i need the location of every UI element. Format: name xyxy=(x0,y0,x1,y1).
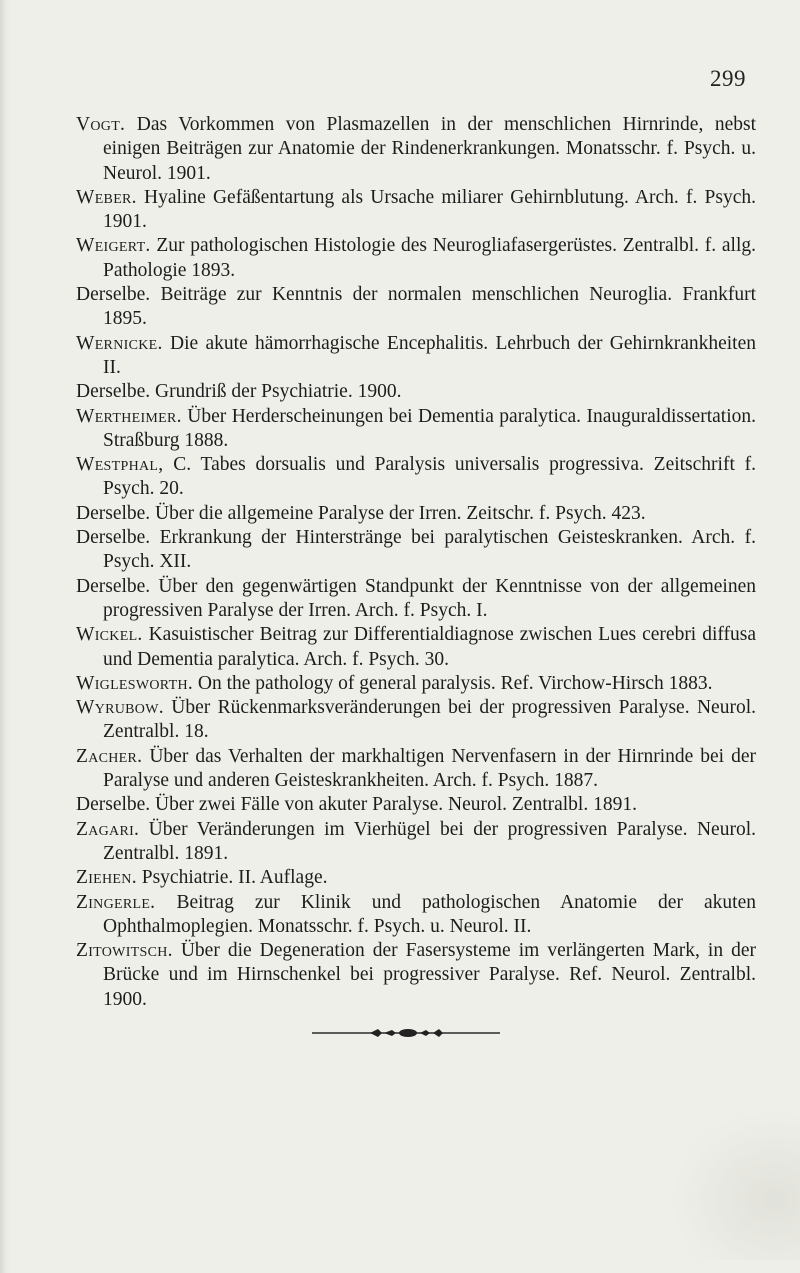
bibliography-entry xyxy=(76,405,756,454)
entry-text: On the pathology of general paralysis. Ref. Virchow-Hirsch 1883. xyxy=(197,672,713,694)
entry-text: Die akute hämorrhagische Encephalitis. Lehrbuch der Gehirnkrankheiten II. xyxy=(103,332,757,378)
entry-author: Wyrubow. xyxy=(76,697,164,719)
bibliography-entry xyxy=(76,818,756,867)
entry-author: Wiglesworth. xyxy=(76,672,194,694)
entry-author: Ziehen. xyxy=(76,867,137,889)
entry-text: Derselbe. Grundriß der Psychiatrie. 1900. xyxy=(76,381,402,403)
entry-text: Zur pathologischen Histologie des Neurogliafasergerüstes. Zentralbl. f. allg. Pathologie 1893. xyxy=(103,235,757,281)
page-number: 299 xyxy=(710,66,746,91)
entry-text: Über Veränderungen im Vierhügel bei der progressiven Paralyse. Neurol. Zentralbl. 1891. xyxy=(103,818,757,864)
bibliography-entry xyxy=(76,866,756,890)
bibliography-entry xyxy=(76,502,756,526)
bibliography-list xyxy=(76,113,756,1012)
entry-author: Zitowitsch. xyxy=(76,940,173,962)
entry-text: Derselbe. Beiträge zur Kenntnis der normalen menschlichen Neuroglia. Frankfurt 1895. xyxy=(76,284,756,330)
entry-author: Vogt. xyxy=(76,114,126,135)
bibliography-entry xyxy=(76,283,756,332)
bibliography-entry xyxy=(76,793,756,817)
entry-text: Kasuistischer Beitrag zur Differentialdiagnose zwischen Lues cerebri diffusa und Dementia paralytica. Arch. f. Psych. 30. xyxy=(103,624,756,670)
bibliography-entry xyxy=(76,332,756,381)
entry-author: Weber. xyxy=(76,186,137,208)
entry-text: Über das Verhalten der markhaltigen Nervenfasern in der Hirnrinde bei der Paralyse und anderen Geisteskrankheiten. Arch. f. Psych. 1887. xyxy=(103,745,756,792)
bibliography-entry xyxy=(76,745,756,794)
entry-text: Über Rückenmarksveränderungen bei der progressiven Paralyse. Neurol. Zentralbl. 18. xyxy=(103,697,756,743)
bibliography-entry xyxy=(76,453,756,502)
entry-author: Wertheimer. xyxy=(76,405,182,427)
bibliography-entry xyxy=(76,575,756,624)
entry-text: Derselbe. Über zwei Fälle von akuter Paralyse. Neurol. Zentralbl. 1891. xyxy=(76,794,637,816)
page-gutter-shadow xyxy=(0,0,10,1273)
bibliography-entry xyxy=(76,696,756,745)
bibliography-entry xyxy=(76,672,756,696)
bibliography-entry xyxy=(76,891,756,940)
entry-text: C. Tabes dorsualis und Paralysis universalis progressiva. Zeitschrift f. Psych. 20. xyxy=(103,454,757,500)
entry-author: Wickel. xyxy=(76,624,143,646)
entry-text: Hyaline Gefäßentartung als Ursache miliarer Gehirnblutung. Arch. f. Psych. 1901. xyxy=(103,186,757,233)
entry-author: Zagari. xyxy=(76,818,140,840)
entry-text: Über die Degeneration der Fasersysteme im verlängerten Mark, in der Brücke und im Hirnschenkel bei progressiver Paralyse. Ref. Neurol. Zentralbl. 1900. xyxy=(103,940,756,1010)
bibliography-entry xyxy=(76,380,756,404)
bibliography-entry xyxy=(76,234,756,283)
bibliography-entry xyxy=(76,623,756,672)
entry-text: Derselbe. Über die allgemeine Paralyse der Irren. Zeitschr. f. Psych. 423. xyxy=(76,502,646,524)
entry-author: Weigert. xyxy=(76,235,151,257)
end-ornament-icon xyxy=(312,1026,500,1040)
entry-text: Derselbe. Über den gegenwärtigen Standpunkt der Kenntnisse von der allgemeinen progressiven Paralyse der Irren. Arch. f. Psych. I. xyxy=(76,575,756,621)
bibliography-entry xyxy=(76,186,756,235)
entry-author: Zingerle. xyxy=(76,891,156,913)
bibliography-entry xyxy=(76,526,756,575)
bibliography-entry xyxy=(76,939,756,1012)
entry-author: Wernicke. xyxy=(76,332,163,354)
entry-text: Über Herderscheinungen bei Dementia paralytica. Inauguraldissertation. Straßburg 1888. xyxy=(103,405,756,451)
entry-text: Psychiatrie. II. Auflage. xyxy=(141,867,328,889)
entry-text: Derselbe. Erkrankung der Hinterstränge bei paralytischen Geisteskranken. Arch. f. Psych. XII. xyxy=(76,527,756,573)
bibliography-entry xyxy=(76,113,756,186)
entry-author: Zacher. xyxy=(76,745,143,767)
entry-text: Das Vorkommen von Plasmazellen in der menschlichen Hirnrinde, nebst einigen Beiträgen zur Anatomie der Rindenerkrankungen. Monatsschr. f. Psych. u. Neurol. 1901. xyxy=(103,114,757,184)
entry-text: Beitrag zur Klinik und pathologischen Anatomie der akuten Ophthalmoplegien. Monatsschr. f. Psych. u. Neurol. II. xyxy=(103,891,756,937)
paper-stain xyxy=(670,1110,800,1260)
entry-author: Westphal, xyxy=(76,454,164,476)
